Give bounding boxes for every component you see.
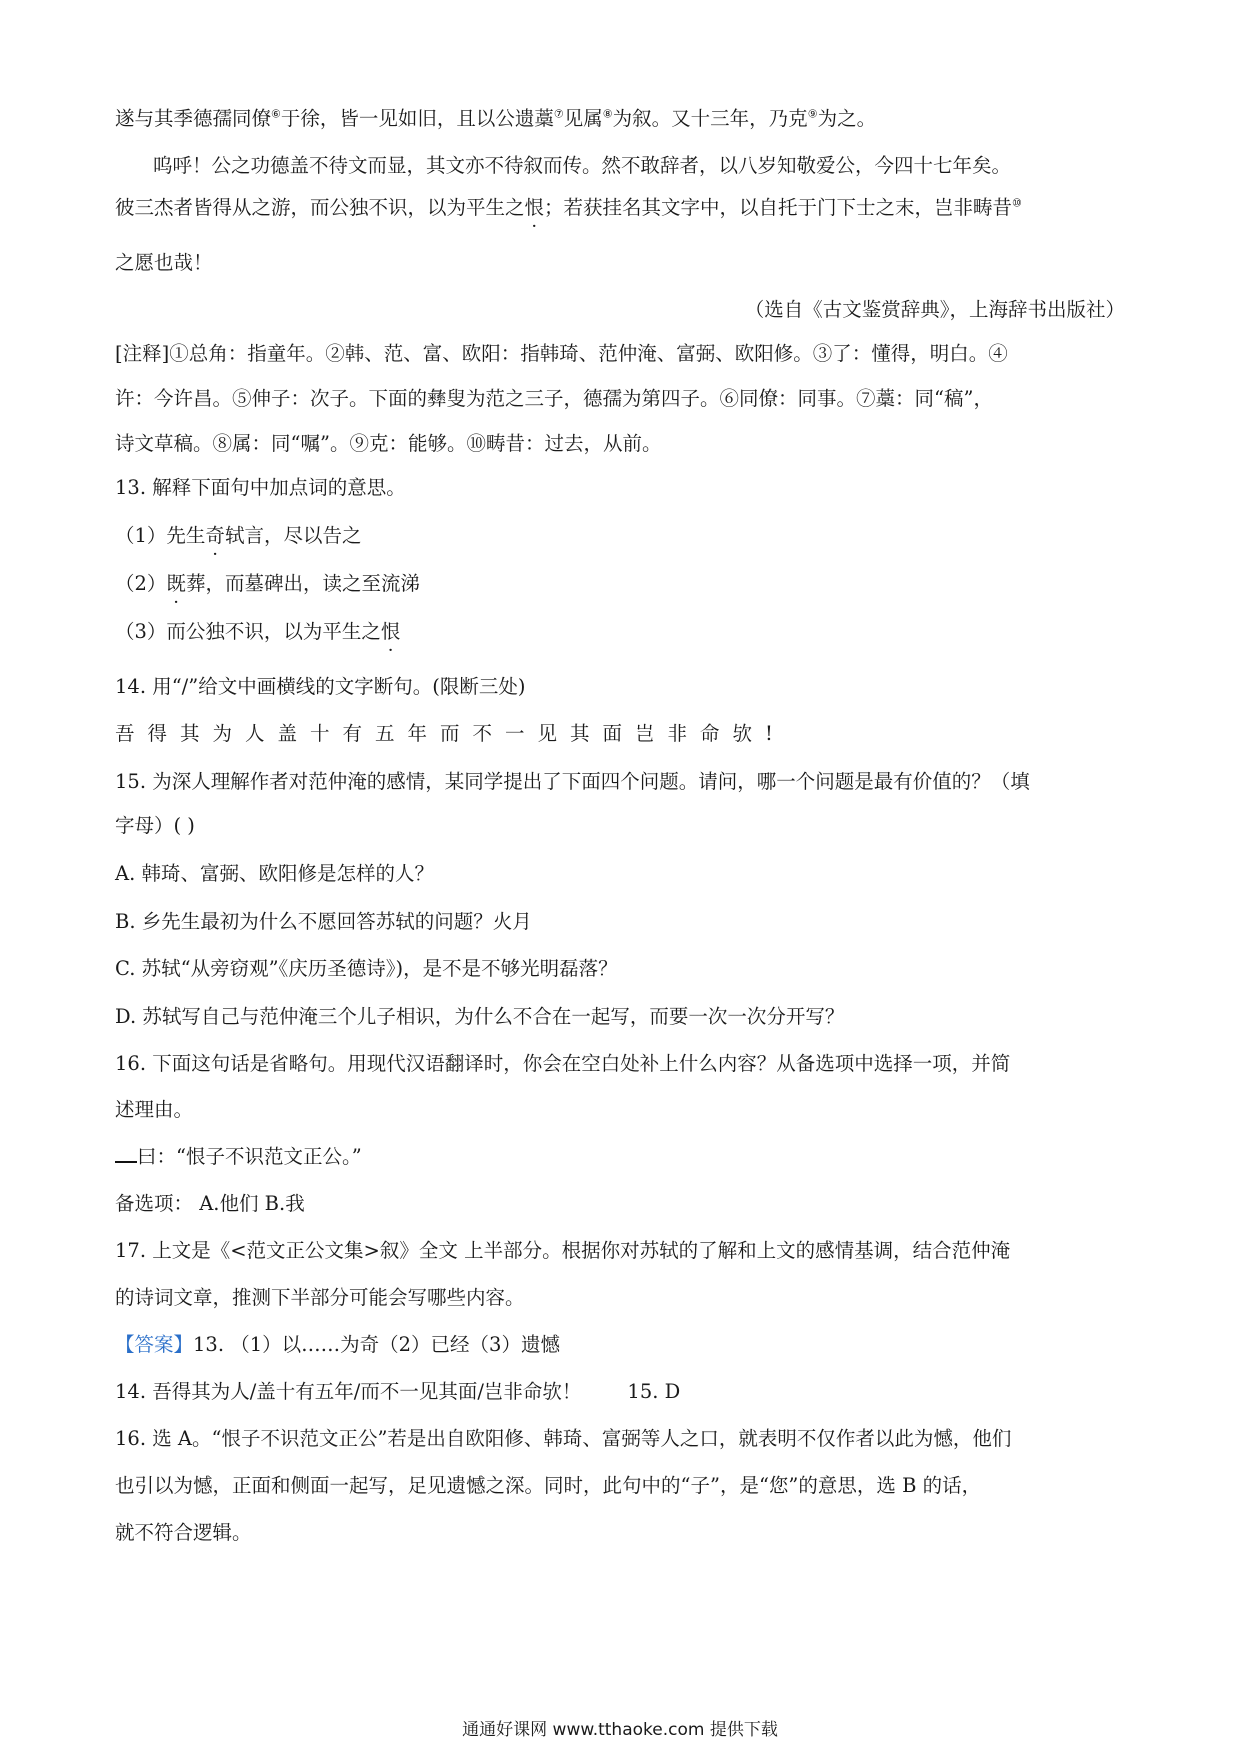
answer-16-line-2: 也引以为憾，正面和侧面一起写，足见遗憾之深。同时，此句中的“子”，是“您”的意思，选 B 的话，: [115, 1474, 982, 1497]
answer-tag: 【答案】: [115, 1333, 194, 1356]
q16-title-line-1: 16. 下面这句话是省略句。用现代汉语翻译时，你会在空白处补上什么内容？从备选项中选择一项，并简: [115, 1052, 1011, 1075]
q13-title: 13. 解释下面句中加点词的意思。: [115, 476, 406, 499]
q13-item-3: （3）而公独不识，以为平生之恨: [115, 620, 401, 643]
passage-para2-line2: 彼三杰者皆得从之游，而公独不识，以为平生之恨；若获挂名其文字中，以自托于门下士之末，岂非畴昔⑩: [115, 196, 1022, 219]
answer-15: 15. D: [627, 1380, 681, 1403]
answer-14-15: 14. 吾得其为人/盖十有五年/而不一见其面/岂非命欤！ 15. D: [115, 1380, 681, 1403]
q16-options: 备选项： A.他们 B.我: [115, 1192, 305, 1215]
q17-line-1: 17. 上文是《<范文正公文集>叙》全文 上半部分。根据你对苏轼的了解和上文的感情基调，结合范仲淹: [115, 1239, 1011, 1262]
passage-para2-line1: 呜呼！公之功德盖不待文而显，其文亦不待叙而传。然不敢辞者，以八岁知敬爱公，今四十七年矣。: [153, 154, 1012, 177]
passage-para2-line3: 之愿也哉！: [115, 251, 213, 274]
notes-line-3: 诗文草稿。⑧属：同“嘱”。⑨克：能够。⑩畴昔：过去，从前。: [115, 432, 662, 455]
passage-source: （选自《古文鉴赏辞典》，上海辞书出版社）: [744, 298, 1125, 321]
page-footer: 通通好课网 www.tthaoke.com 提供下载: [462, 1720, 778, 1740]
q14-text: 吾得其为人盖十有五年而不一见其面岂非命欤!: [115, 722, 786, 745]
q13-item-2: （2）既葬，而墓碑出，读之至流涕: [115, 572, 420, 595]
notes-line-1: [注释]①总角：指童年。②韩、范、富、欧阳：指韩琦、范仲淹、富弼、欧阳修。③了：懂得，明白。④: [115, 342, 1008, 365]
q16-blank: [115, 1143, 137, 1163]
notes-line-2: 许：今许昌。⑤伸子：次子。下面的彝叟为范之三子，德孺为第四子。⑥同僚：同事。⑦藁：同“稿”，: [115, 387, 993, 410]
q15-option-c: C. 苏轼“从旁窃观”《庆历圣德诗》)，是不是不够光明磊落？: [115, 957, 618, 980]
answer-13: 【答案】13. （1）以……为奇（2）已经（3）遗憾: [115, 1333, 560, 1356]
q15-title-line-1: 15. 为深人理解作者对范仲淹的感情，某同学提出了下面四个问题。请问，哪一个问题是最有价值的？（填: [115, 770, 1030, 793]
answer-16-line-3: 就不符合逻辑。: [115, 1521, 252, 1544]
q15-option-b: B. 乡先生最初为什么不愿回答苏轼的问题？火月: [115, 910, 532, 933]
q15-option-a: A. 韩琦、富弼、欧阳修是怎样的人？: [115, 862, 434, 885]
q15-title-line-2: 字母）( ): [115, 814, 195, 837]
passage-line-1: 遂与其季德孺同僚⑥于徐，皆一见如旧，且以公遗藁⑦见属⑧为叙。又十三年，乃克⑨为之。: [115, 107, 877, 130]
q14-title: 14. 用“/”给文中画横线的文字断句。(限断三处): [115, 675, 526, 698]
q16-title-line-2: 述理由。: [115, 1098, 194, 1121]
q16-sentence: 曰：“恨子不识范文正公。”: [115, 1143, 1130, 1171]
q13-item-1: （1）先生奇轼言，尽以告之: [115, 524, 362, 547]
q17-line-2: 的诗词文章，推测下半部分可能会写哪些内容。: [115, 1286, 525, 1309]
answer-16-line-1: 16. 选 A。“恨子不识范文正公”若是出自欧阳修、韩琦、富弼等人之口，就表明不仅作者以此为憾，他们: [115, 1427, 1012, 1450]
q15-option-d: D. 苏轼写自己与范仲淹三个儿子相识，为什么不合在一起写，而要一次一次分开写？: [115, 1005, 845, 1028]
